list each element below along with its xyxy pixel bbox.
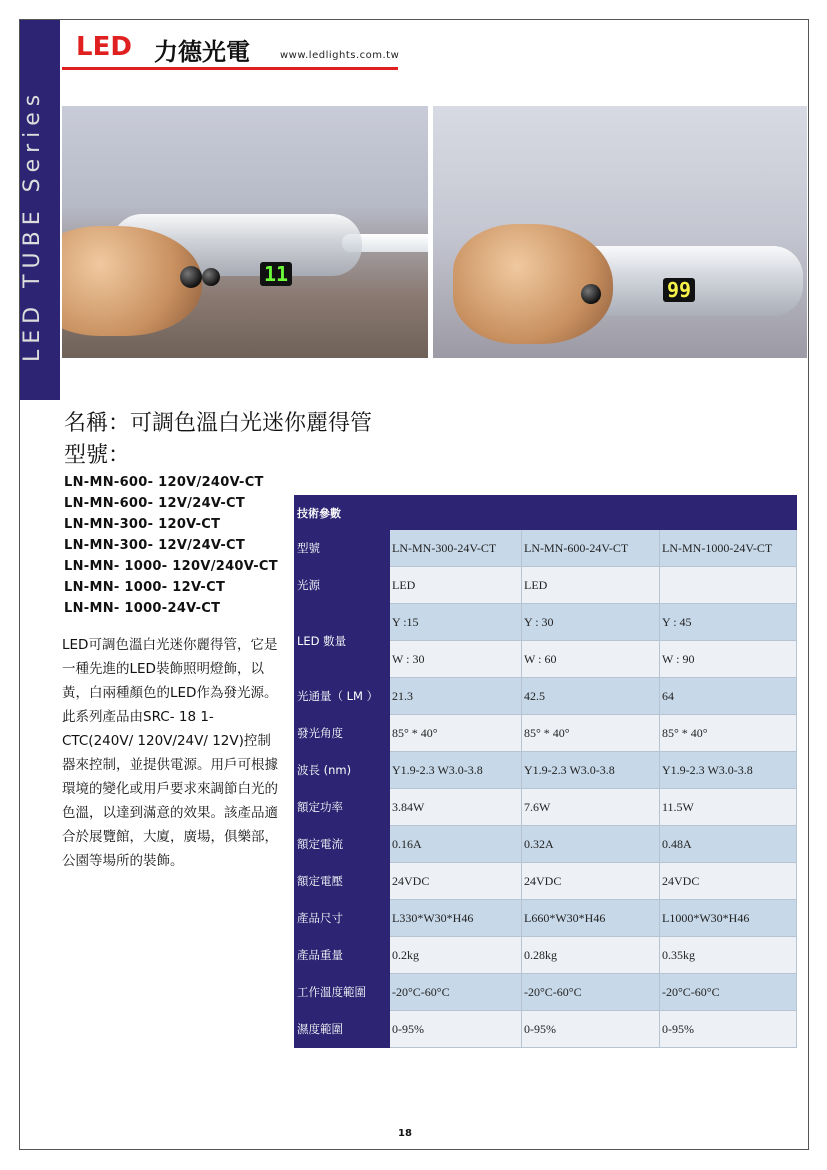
spec-cell: 24VDC (660, 863, 797, 900)
spec-cell: 0-95% (390, 1011, 522, 1048)
spec-label: 工作溫度範圍 (295, 974, 390, 1011)
spec-row-voltage (295, 863, 797, 900)
model-list (64, 472, 278, 619)
spec-label: 型號 (295, 530, 390, 567)
model-item: LN-MN-300- 120V-CT (64, 517, 221, 532)
spec-cell: 0.2kg (390, 937, 522, 974)
spec-cell: -20°C-60°C (522, 974, 660, 1011)
spec-label: 發光角度 (295, 715, 390, 752)
brand-header (62, 28, 402, 72)
model-item: LN-MN- 1000- 120V/240V-CT (64, 559, 278, 574)
spec-cell: L1000*W30*H46 (660, 900, 797, 937)
knob (180, 266, 202, 288)
spec-row-flux (295, 678, 797, 715)
product-photo-left (62, 106, 428, 358)
spec-cell: -20°C-60°C (660, 974, 797, 1011)
spec-row-humidity (295, 1011, 797, 1048)
spec-cell: W : 90 (660, 641, 797, 678)
spec-cell: LED (390, 567, 522, 604)
spec-row-temp (295, 974, 797, 1011)
spec-row-wavelength (295, 752, 797, 789)
spec-label: 額定電流 (295, 826, 390, 863)
product-photo-right (433, 106, 807, 358)
model-item: LN-MN-600- 12V/24V-CT (64, 496, 246, 511)
spec-cell: 0.35kg (660, 937, 797, 974)
spec-cell: 21.3 (390, 678, 522, 715)
spec-cell: Y1.9-2.3 W3.0-3.8 (660, 752, 797, 789)
spec-cell: 0.16A (390, 826, 522, 863)
spec-cell: Y : 30 (522, 604, 660, 641)
page-number: 18 (398, 1128, 412, 1139)
spec-table (294, 495, 797, 1048)
spec-cell: 24VDC (522, 863, 660, 900)
model-item: LN-MN-300- 12V/24V-CT (64, 538, 246, 553)
spec-cell: LN-MN-600-24V-CT (522, 530, 660, 567)
knob (202, 268, 220, 286)
spec-label: 額定電壓 (295, 863, 390, 900)
spec-cell: 3.84W (390, 789, 522, 826)
description-paragraph-2: CTC(240V/ 120V/24V/ 12V)控制器來控制，並提供電源。用戶可根據環境的變化或用戶要求來調節白光的色溫，以達到滿意的效果。該產品適合於展覽館，大廈，廣場，俱樂部，公園等場所的裝飾。 (62, 733, 278, 869)
spec-label: 產品重量 (295, 937, 390, 974)
spec-header-row (295, 496, 797, 530)
spec-cell: 42.5 (522, 678, 660, 715)
spec-cell: 85° * 40° (660, 715, 797, 752)
spec-cell: LN-MN-1000-24V-CT (660, 530, 797, 567)
brand-name: 力德光電 (154, 38, 250, 66)
brand-led: LED (76, 32, 132, 62)
spec-cell: -20°C-60°C (390, 974, 522, 1011)
spec-row-source (295, 567, 797, 604)
spec-cell: LN-MN-300-24V-CT (390, 530, 522, 567)
digit-display-left: 11 (260, 262, 292, 286)
product-description (62, 633, 284, 873)
spec-cell: 85° * 40° (522, 715, 660, 752)
spec-cell: 0.32A (522, 826, 660, 863)
spec-cell: 0-95% (660, 1011, 797, 1048)
model-item: LN-MN- 1000- 12V-CT (64, 580, 226, 595)
spec-cell: L660*W30*H46 (522, 900, 660, 937)
spec-cell: 64 (660, 678, 797, 715)
spec-label: 濕度範圍 (295, 1011, 390, 1048)
spec-label: 光源 (295, 567, 390, 604)
spec-row-size (295, 900, 797, 937)
spec-cell: 24VDC (390, 863, 522, 900)
spec-cell: 7.6W (522, 789, 660, 826)
model-heading: 型號： (64, 443, 131, 468)
spec-cell: Y :15 (390, 604, 522, 641)
spec-row-power (295, 789, 797, 826)
digit-display-right: 99 (663, 278, 695, 302)
spec-label: 產品尺寸 (295, 900, 390, 937)
side-series-label: LED TUBE Series (20, 88, 45, 362)
spec-label: 波長 (nm) (295, 752, 390, 789)
spec-cell: W : 30 (390, 641, 522, 678)
spec-label: 光通量（ LM ） (295, 678, 390, 715)
model-item: LN-MN- 1000-24V-CT (64, 601, 221, 616)
model-item: LN-MN-600- 120V/240V-CT (64, 475, 264, 490)
spec-cell (660, 567, 797, 604)
spec-cell: L330*W30*H46 (390, 900, 522, 937)
spec-cell: Y1.9-2.3 W3.0-3.8 (390, 752, 522, 789)
brand-website: www.ledlights.com.tw (280, 50, 400, 61)
brand-underline (62, 67, 398, 70)
spec-label: LED 數量 (295, 604, 390, 678)
spec-row-angle (295, 715, 797, 752)
spec-cell: Y : 45 (660, 604, 797, 641)
spec-cell: Y1.9-2.3 W3.0-3.8 (522, 752, 660, 789)
spec-table-title: 技術參數 (295, 496, 797, 530)
spec-cell: 11.5W (660, 789, 797, 826)
spec-row-led-count-y (295, 604, 797, 641)
spec-cell: W : 60 (522, 641, 660, 678)
spec-row-current (295, 826, 797, 863)
description-paragraph-1: LED可調色溫白光迷你麗得管，它是一種先進的LED裝飾照明燈飾，以黃，白兩種顏色的LED作為發光源。此系列產品由SRC- 18 1- (62, 637, 278, 725)
spec-cell: 0.48A (660, 826, 797, 863)
spec-label: 額定功率 (295, 789, 390, 826)
spec-cell: 0-95% (522, 1011, 660, 1048)
spec-cell: LED (522, 567, 660, 604)
product-name: 名稱：可調色溫白光迷你麗得管 (64, 411, 373, 436)
knob (581, 284, 601, 304)
spec-row-model (295, 530, 797, 567)
spec-cell: 85° * 40° (390, 715, 522, 752)
spec-row-weight (295, 937, 797, 974)
spec-cell: 0.28kg (522, 937, 660, 974)
